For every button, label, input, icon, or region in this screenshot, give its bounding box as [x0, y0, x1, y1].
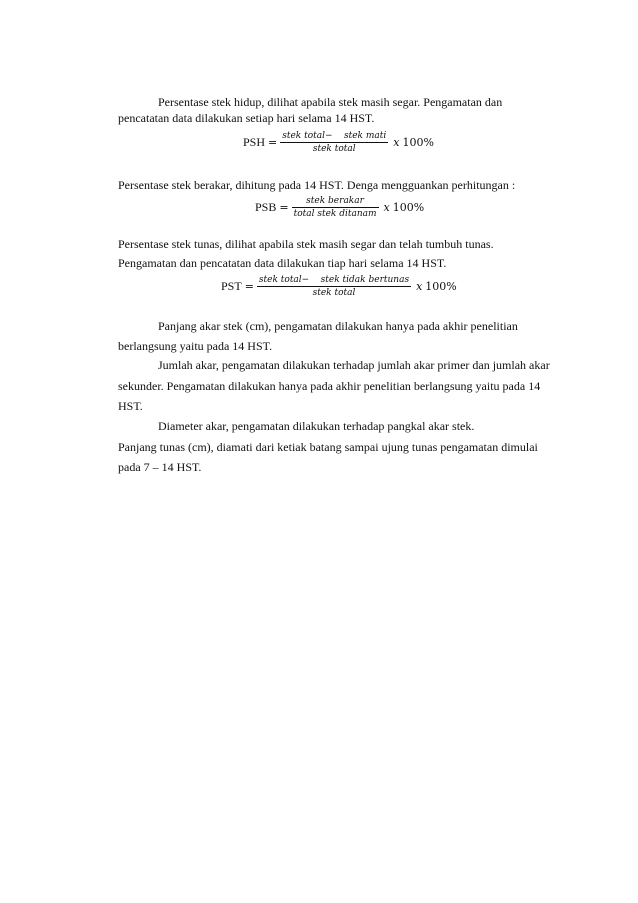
- formula-pst-rhs: [416, 280, 457, 293]
- formula-psb-equals: =: [279, 201, 289, 214]
- paragraph-panjang-tunas-line-2: pada 7 – 14 HST.: [118, 460, 202, 474]
- formula-psb-percent: 100%: [392, 201, 425, 214]
- paragraph-panjang-akar-line-2: berlangsung yaitu pada 14 HST.: [118, 339, 273, 353]
- formula-psb-lhs: PSB: [255, 200, 277, 214]
- paragraph-stek-hidup-line-1: Persentase stek hidup, dilihat apabila stek masih segar. Pengamatan dan: [158, 95, 503, 109]
- paragraph-jumlah-akar-line-1: Jumlah akar, pengamatan dilakukan terhadap jumlah akar primer dan jumlah akar: [158, 358, 550, 372]
- formula-pst-percent: 100%: [425, 280, 457, 293]
- formula-pst: [221, 275, 457, 298]
- paragraph-stek-tunas-line-2: Pengamatan dan pencatatan data dilakukan tiap hari selama 14 HST.: [118, 256, 447, 270]
- formula-psh-equals: =: [268, 136, 278, 149]
- formula-psb-denominator: total stek ditanam: [293, 209, 377, 219]
- formula-pst-numerator: stek total− stek tidak bertunas: [258, 275, 410, 285]
- paragraph-jumlah-akar-line-2: sekunder. Pengamatan dilakukan hanya pada akhir penelitian berlangsung yaitu pada 14: [118, 379, 541, 393]
- formula-psh: [243, 131, 434, 154]
- formula-pst-equals: =: [244, 280, 254, 293]
- formula-psh-multiplier: x: [393, 136, 400, 149]
- formula-psh-denominator: stek total: [312, 144, 356, 154]
- formula-pst-multiplier: x: [416, 280, 423, 293]
- formula-psh-numerator: stek total− stek mati: [282, 131, 387, 141]
- formula-psh-lhs: PSH: [243, 135, 266, 149]
- formula-psb-fraction: [292, 196, 379, 219]
- paragraph-diameter-akar-line-1: Diameter akar, pengamatan dilakukan terhadap pangkal akar stek.: [158, 419, 475, 433]
- paragraph-stek-hidup-line-2: pencatatan data dilakukan setiap hari selama 14 HST.: [118, 111, 375, 125]
- formula-psb-multiplier: x: [383, 201, 390, 214]
- formula-psh-fraction: [280, 131, 388, 154]
- formula-psb-numerator: stek berakar: [306, 196, 364, 206]
- formula-pst-denominator: stek total: [312, 288, 356, 298]
- paragraph-jumlah-akar-line-3: HST.: [118, 399, 143, 413]
- formula-psb: [255, 196, 424, 219]
- paragraph-stek-tunas-line-1: Persentase stek tunas, dilihat apabila stek masih segar dan telah tumbuh tunas.: [118, 237, 494, 251]
- formula-psh-percent: 100%: [402, 136, 434, 149]
- formula-pst-lhs: PST: [221, 279, 242, 293]
- paragraph-panjang-tunas-line-1: Panjang tunas (cm), diamati dari ketiak batang sampai ujung tunas pengamatan dimulai: [118, 440, 538, 454]
- paragraph-stek-berakar-line-1: Persentase stek berakar, dihitung pada 14 HST. Denga mengguankan perhitungan :: [118, 178, 516, 192]
- paragraph-panjang-akar-line-1: Panjang akar stek (cm), pengamatan dilakukan hanya pada akhir penelitian: [158, 319, 518, 333]
- formula-pst-fraction: [257, 275, 411, 298]
- formula-psh-rhs: [393, 136, 434, 149]
- formula-psb-rhs: [384, 201, 425, 214]
